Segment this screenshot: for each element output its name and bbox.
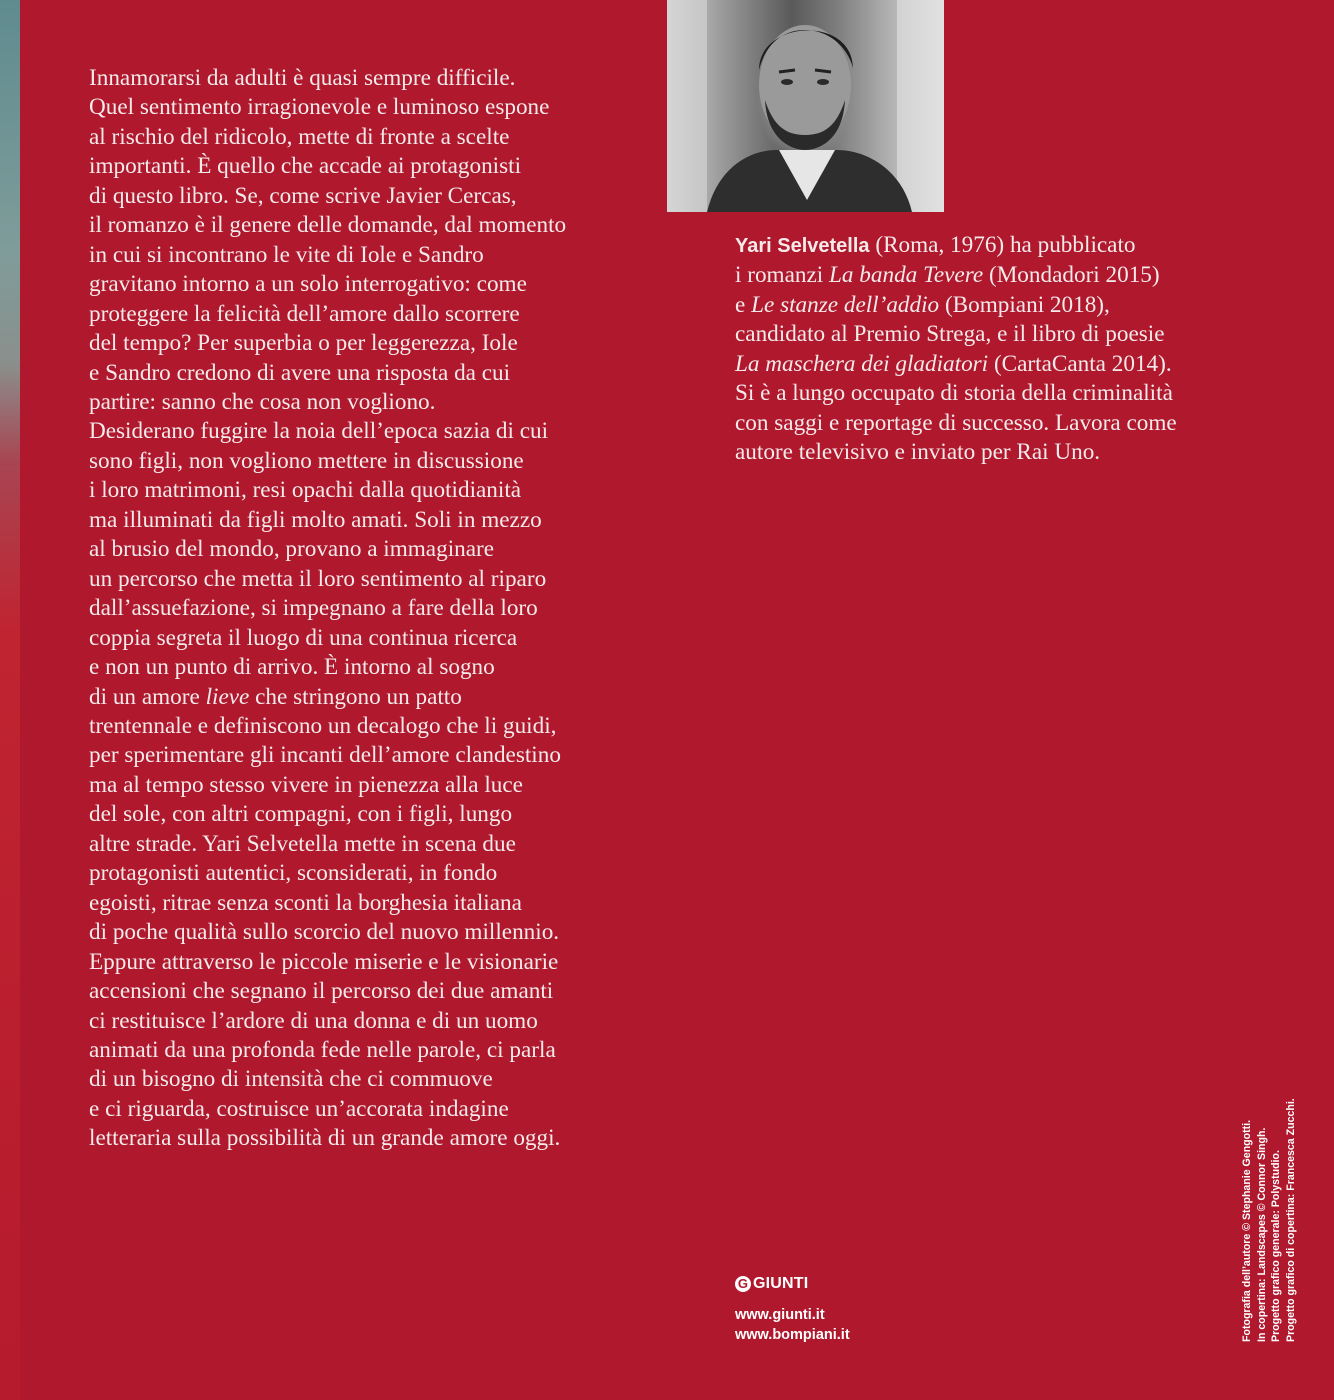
- bio-line: autore televisivo e inviato per Rai Uno.: [735, 439, 1101, 466]
- bio-text: (Bompiani 2018),: [944, 291, 1110, 318]
- blurb-line: Desiderano fuggire la noia dell’epoca sazia di cui: [89, 418, 549, 445]
- blurb-text: che stringono un patto: [255, 683, 462, 710]
- bio-text: i romanzi: [735, 262, 824, 289]
- brand-name: GIUNTI: [753, 1275, 809, 1292]
- blurb-line: di un bisogno di intensità che ci commuove: [89, 1066, 493, 1093]
- blurb-line: letteraria sulla possibilità di un grande amore oggi.: [89, 1125, 561, 1152]
- blurb-line: sono figli, non vogliono mettere in discussione: [89, 447, 524, 474]
- blurb-line: Quel sentimento irragionevole e luminoso espone: [89, 94, 550, 121]
- bio-line: [735, 350, 1255, 379]
- publisher-urls: [735, 1305, 850, 1345]
- blurb-line: accensioni che segnano il percorso dei due amanti: [89, 978, 554, 1005]
- credit-line: In copertina: Landscapes © Connor Singh.: [1255, 1127, 1268, 1342]
- blurb-line: e ci riguarda, costruisce un’accorata indagine: [89, 1095, 509, 1122]
- bio-text: (Mondadori 2015): [988, 262, 1160, 289]
- blurb-line: del tempo? Per superbia o per leggerezza, Iole: [89, 330, 518, 357]
- blurb-line: Innamorarsi da adulti è quasi sempre difficile.: [89, 65, 516, 91]
- bio-line: con saggi e reportage di successo. Lavora come: [735, 409, 1177, 436]
- blurb-line: animati da una profonda fede nelle parole, ci parla: [89, 1036, 556, 1063]
- bio-text: (Roma, 1976) ha pubblicato: [875, 232, 1136, 258]
- blurb-line: in cui si incontrano le vite di Iole e Sandro: [89, 241, 484, 268]
- credit-line: Progetto grafico generale: Polystudio.: [1270, 1150, 1282, 1342]
- blurb-line: protagonisti autentici, sconsiderati, in fondo: [89, 860, 498, 887]
- blurb-line: coppia segreta il luogo di una continua ricerca: [89, 624, 518, 651]
- cover-edge-strip: [0, 0, 20, 1400]
- blurb-line: i loro matrimoni, resi opachi dalla quotidianità: [89, 477, 522, 504]
- blurb-line: ma illuminati da figli molto amati. Soli in mezzo: [89, 506, 542, 533]
- blurb-line: gravitano intorno a un solo interrogativo: come: [89, 271, 527, 298]
- giunti-g-icon: G: [735, 1276, 751, 1292]
- author-portrait-illustration: [667, 0, 944, 212]
- book-title: La maschera dei gladiatori: [735, 350, 989, 377]
- blurb-line: partire: sanno che cosa non vogliono.: [89, 388, 436, 415]
- bio-line: [735, 291, 1255, 320]
- bio-line: candidato al Premio Strega, e il libro di poesie: [735, 321, 1165, 348]
- blurb-text: di un amore: [89, 683, 200, 710]
- blurb-line: di poche qualità sullo scorcio del nuovo millennio.: [89, 919, 560, 946]
- author-name: Yari Selvetella: [735, 235, 870, 257]
- blurb-line: ci restituisce l’ardore di una donna e di un uomo: [89, 1007, 538, 1034]
- blurb-line: altre strade. Yari Selvetella mette in scena due: [89, 830, 516, 857]
- author-photo: [667, 0, 944, 212]
- blurb-line: al brusio del mondo, provano a immaginare: [89, 536, 495, 563]
- blurb-line: importanti. È quello che accade ai protagonisti: [89, 153, 522, 180]
- blurb-line: il romanzo è il genere delle domande, dal momento: [89, 212, 567, 239]
- publisher-block: [735, 1275, 850, 1345]
- blurb-line: Eppure attraverso le piccole miserie e le visionarie: [89, 948, 559, 975]
- blurb-line: dall’assuefazione, si impegnano a fare della loro: [89, 595, 538, 622]
- blurb-line: [89, 683, 619, 712]
- credit-line: Fotografia dell’autore © Stephanie Gengotti.: [1241, 1119, 1253, 1342]
- credit-line: Progetto grafico di copertina: Francesca Zucchi.: [1284, 1098, 1297, 1342]
- bio-text: (CartaCanta 2014).: [993, 350, 1172, 377]
- url-bompiani: www.bompiani.it: [735, 1327, 850, 1343]
- bio-text: e: [735, 291, 746, 318]
- book-title: Le stanze dell’addio: [751, 291, 940, 318]
- blurb-line: di questo libro. Se, come scrive Javier Cercas,: [89, 182, 517, 209]
- cover-credits: [1240, 1098, 1298, 1342]
- blurb-line: al rischio del ridicolo, mette di fronte a scelte: [89, 123, 510, 150]
- blurb-line: trentennale e definiscono un decalogo che li guidi,: [89, 712, 557, 739]
- blurb-line: un percorso che metta il loro sentimento al riparo: [89, 565, 547, 592]
- blurb-line: e non un punto di arrivo. È intorno al sogno: [89, 654, 495, 681]
- blurb-line: egoisti, ritrae senza sconti la borghesia italiana: [89, 889, 522, 916]
- blurb-line: ma al tempo stesso vivere in pienezza alla luce: [89, 771, 523, 798]
- bio-line: Si è a lungo occupato di storia della criminalità: [735, 380, 1173, 407]
- blurb-line: del sole, con altri compagni, con i figli, lungo: [89, 801, 513, 828]
- blurb-line: proteggere la felicità dell’amore dallo scorrere: [89, 300, 520, 327]
- giunti-logo: [735, 1275, 850, 1293]
- url-giunti: www.giunti.it: [735, 1307, 825, 1323]
- blurb-line: e Sandro credono di avere una risposta da cui: [89, 359, 511, 386]
- back-cover-blurb: [89, 64, 619, 1154]
- book-title: La banda Tevere: [829, 262, 984, 289]
- bio-line: [735, 231, 1255, 261]
- blurb-italic-word: lieve: [205, 683, 250, 710]
- author-bio: [735, 231, 1255, 468]
- blurb-line: per sperimentare gli incanti dell’amore clandestino: [89, 742, 561, 769]
- bio-line: [735, 261, 1255, 290]
